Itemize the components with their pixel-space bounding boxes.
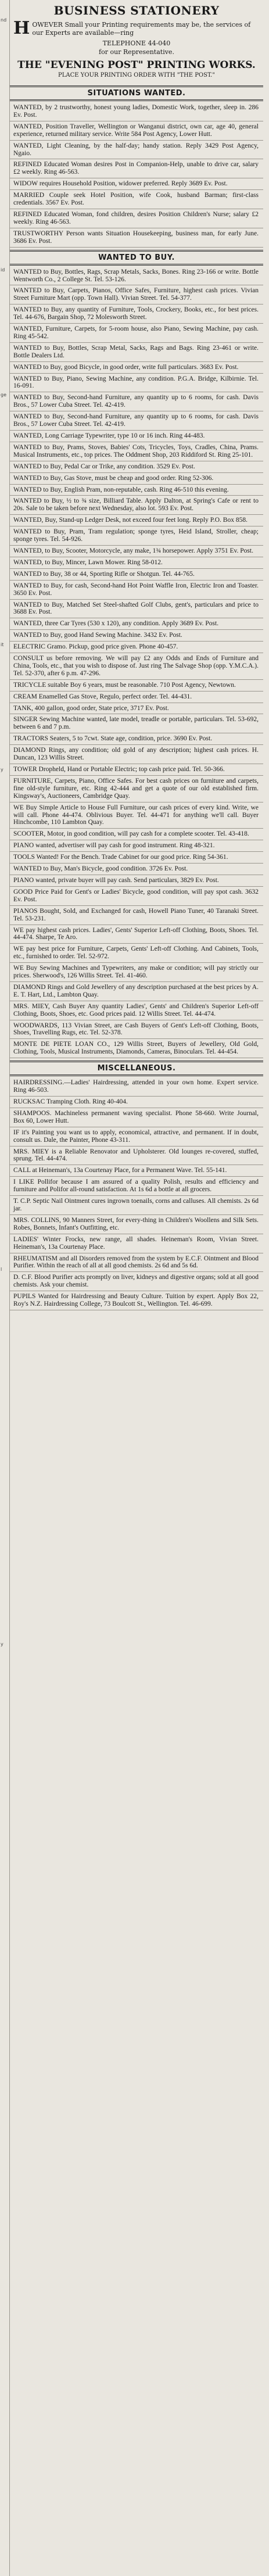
left-gutter-fragments xyxy=(0,0,8,2576)
classified-ad: WANTED, to Buy, Mincer, Lawn Mower. Ring 58-012. xyxy=(10,557,263,569)
classified-ad: WANTED, Buy, Stand-up Ledger Desk, not exceed four feet long. Reply P.O. Box 858. xyxy=(10,515,263,526)
business-stationery-ad xyxy=(10,0,263,83)
classified-ad: WE pay highest cash prices. Ladies', Gents' Superior Left-off Clothing, Boots, Shoes. Tel. 44-474. Sharpe, Te Aro. xyxy=(10,925,263,944)
representative-line: for our Representative. xyxy=(99,48,174,56)
telephone-line: TELEPHONE 44-040 xyxy=(102,40,171,47)
classified-ad: FURNITURE, Carpets, Piano, Office Safes. For best cash prices on furniture and carpets, fine old-style furniture, etc. Ring 42-444 and get a quote of our old established firm. Kingsway's, Auctioneers, Cambridge Quay. xyxy=(10,776,263,802)
classified-ad: WE Buy Simple Article to House Full Furniture, our cash prices of every kind. Write, we will call. Phone 44-474. Oblivious Buyer. Tel. 44-471 for anything we'll call. Buyer Hinchcombe, 110 Lambton Quay. xyxy=(10,802,263,829)
classified-ad: WANTED to Buy, Gas Stove, must be cheap and good order. Ring 52-306. xyxy=(10,473,263,485)
gutter-fragment: nd xyxy=(1,17,7,23)
classified-sections xyxy=(10,85,263,1310)
classified-ad: MRS. MIEY is a Reliable Renovator and Upholsterer. Old lounges re-covered, stuffed, sprung. Tel. 44-474. xyxy=(10,1147,263,1166)
classified-ad: CONSULT us before removing. We will pay £2 any Odds and Ends of Furniture and China, Tools, etc., that you wish to dispose of. Just ring The Salvage Shop (opp. Y.M.C.A.). Tel. 52-370, after 6 p.m. 47-296. xyxy=(10,653,263,680)
classified-ad: PIANO wanted, private buyer will pay cash. Send particulars, 3829 Ev. Post. xyxy=(10,875,263,887)
gutter-fragment: y xyxy=(1,1642,3,1647)
gutter-fragment: it xyxy=(1,642,4,647)
classified-ad: RHEUMATISM and all Disorders removed from the system by E.C.F. Ointment and Blood Purifier. Within the reach of all at all good chemists. 2s 6d and 5s 6d. xyxy=(10,1253,263,1273)
ad-title: BUSINESS STATIONERY xyxy=(53,3,220,17)
classified-ad: WE Buy Sewing Machines and Typewriters, any make or condition; will pay strictly our prices. Sherwood's, 126 Willis Street. Tel. 41-460. xyxy=(10,963,263,982)
classified-ad: WANTED to Buy, Pedal Car or Trike, any condition. 3529 Ev. Post. xyxy=(10,461,263,473)
classified-ad: REFINED Educated Woman desires Post in Companion-Help, unable to drive car, salary £2 weekly. Ring 46-563. xyxy=(10,159,263,178)
classified-ad: RUCKSAC Tramping Cloth. Ring 40-404. xyxy=(10,1097,263,1108)
classified-ad: IF it's Painting you want us to apply, economical, attractive, and permanent. If in doubt, consult us. Dale, the Painter, Phone 43-311. xyxy=(10,1127,263,1147)
classified-ad: TOOLS Wanted! For the Bench. Trade Cabinet for our good price. Ring 54-361. xyxy=(10,852,263,864)
classified-ad: SINGER Sewing Machine wanted, late model, treadle or portable, particulars. Tel. 53-692, between 6 and 7 p.m. xyxy=(10,714,263,733)
gutter-fragment: y xyxy=(1,767,3,772)
place-order-line: PLACE YOUR PRINTING ORDER WITH "THE POST." xyxy=(58,72,215,78)
section-heading: WANTED TO BUY. xyxy=(10,250,263,266)
classified-ad: WANTED to Buy, ½ to ¾ size, Billiard Table. Apply Dalton, at Spring's Cafe or rent to 20s. Sale to be taken before next Wednesday, also lot. 593 Ev. Post. xyxy=(10,496,263,515)
ad-body xyxy=(13,18,260,38)
gutter-fragment: id xyxy=(1,267,5,273)
classified-ad: WANTED to Buy, good Hand Sewing Machine. 3432 Ev. Post. xyxy=(10,630,263,642)
classified-ad: WANTED to Buy, Piano, Sewing Machine, any condition. P.G.A. Bridge, Kilbirnie. Tel. 16-091. xyxy=(10,374,263,393)
classified-ad: WANTED to Buy, any quantity of Furniture, Tools, Crockery, Books, etc., for best prices. Tel. 44-676, Bargain Shop, 72 Molesworth Street. xyxy=(10,304,263,324)
classified-ad: PIANOS Bought, Sold, and Exchanged for cash, Howell Piano Tuner, 40 Taranaki Street. Tel. 53-231. xyxy=(10,906,263,925)
classified-ad: WIDOW requires Household Position, widower preferred. Reply 3689 Ev. Post. xyxy=(10,178,263,190)
classified-ad: TANK, 400 gallon, good order, State price, 3717 Ev. Post. xyxy=(10,703,263,715)
section-heading: SITUATIONS WANTED. xyxy=(10,85,263,101)
classified-ad: WANTED to Buy, Second-hand Furniture, any quantity up to 6 rooms, for cash. Davis Bros., 57 Lower Cuba Street. Tel. 42-419. xyxy=(10,411,263,431)
classified-ad: WANTED, Furniture, Carpets, for 5-room house, also Piano, Sewing Machine, pay cash. Ring 45-542. xyxy=(10,324,263,343)
gutter-fragment: ge xyxy=(1,392,6,397)
classified-ad: DIAMOND Rings, any condition; old gold of any description; highest cash prices. H. Duncan, 123 Willis Street. xyxy=(10,745,263,764)
classified-ad: I LIKE Pollifor because I am assured of a quality Polish, results and efficiency and furniture and Polifor all-round satisfaction. At 1s 6d a bottle at all grocers. xyxy=(10,1177,263,1196)
classified-ad: SHAMPOOS. Machineless permanent waving specialist. Phone 58-660. Write Journal, Box 60, Lower Hutt. xyxy=(10,1108,263,1127)
classified-ad: MARRIED Couple seek Hotel Position, wife Cook, husband Barman; first-class credentials. 3567 Ev. Post. xyxy=(10,190,263,209)
classified-ad: CALL at Heineman's, 13a Courtenay Place, for a Permanent Wave. Tel. 55-141. xyxy=(10,1165,263,1177)
classified-ad: PUPILS Wanted for Hairdressing and Beauty Culture. Tuition by expert. Apply Box 22, Roy's N.Z. Hairdressing College, 73 Boulcott St., Wellington. Tel. 46-699. xyxy=(10,1291,263,1310)
classified-ad: WANTED, three Car Tyres (530 x 120), any condition. Apply 3689 Ev. Post. xyxy=(10,618,263,630)
classified-ad: SCOOTER, Motor, in good condition, will pay cash for a complete scooter. Tel. 43-418. xyxy=(10,829,263,840)
classified-ad: WANTED to Buy, Pram, Tram regulation; sponge tyres, Heid Island, Stroller, cheap; sponge tyres. Tel. 54-926. xyxy=(10,526,263,546)
classified-ad: WANTED to Buy, Man's Bicycle, good condition. 3726 Ev. Post. xyxy=(10,864,263,875)
classified-ad: TRUSTWORTHY Person wants Situation Housekeeping, business man, for early June. 3686 Ev. Post. xyxy=(10,228,263,248)
drop-cap: H xyxy=(13,18,30,38)
classified-ad: WANTED to Buy, Bottles, Rags, Scrap Metals, Sacks, Bones. Ring 23-166 or write. Bottle Wentworth Co., 2 College St. Tel. 53-126. xyxy=(10,267,263,286)
classified-ad: DIAMOND Rings and Gold Jewellery of any description purchased at the best prices by A. E. T. Hart, Ltd., Lambton Quay. xyxy=(10,982,263,1001)
classified-ad: MRS. MIEY, Cash Buyer Any quantity Ladies', Gents' and Children's Superior Left-off Clothing, Boots, Shoes, etc. Good prices paid. 12 Willis Street. Tel. 44-474. xyxy=(10,1001,263,1020)
ad-body-text: OWEVER Small your Printing requirements may be, the services of our Experts are available—ring xyxy=(32,21,251,37)
section-heading: MISCELLANEOUS. xyxy=(10,1061,263,1076)
classified-ad: WANTED to Buy, Matched Set Steel-shafted Golf Clubs, gent's, particulars and price to 3688 Ev. Post. xyxy=(10,600,263,619)
classified-ad: MONTE DE PIETE LOAN CO., 129 Willis Street, Buyers of Jewellery, Old Gold, Clothing, Tools, Musical Instruments, Diamonds, Cameras, Binoculars. Tel. 44-454. xyxy=(10,1039,263,1058)
classified-ad: GOOD Price Paid for Gent's or Ladies' Bicycle, good condition, will pay spot cash. 3632 Ev. Post. xyxy=(10,887,263,906)
classified-ad: D. C.F. Blood Purifier acts promptly on liver, kidneys and digestive organs; sold at all good chemists. Ask your chemist. xyxy=(10,1272,263,1291)
classified-ad: WANTED to Buy, Prams, Stoves, Babies' Cots, Tricycles, Toys, Cradles, China, Prams. Musical Instruments, etc., top prices. The Oddment Shop, 203 Riddiford St. Ring 25-101. xyxy=(10,442,263,461)
classified-ad: TRACTORS Seaters, 5 to 7cwt. State age, condition, price. 3690 Ev. Post. xyxy=(10,733,263,745)
classified-ad: PIANO wanted, advertiser will pay cash for good instrument. Ring 48-321. xyxy=(10,840,263,852)
classified-ad: TRICYCLE suitable Boy 6 years, must be reasonable. 710 Post Agency, Newtown. xyxy=(10,680,263,692)
classified-ad: ELECTRIC Gramo. Pickup, good price given. Phone 40-457. xyxy=(10,642,263,653)
classified-ad: WANTED to Buy, Carpets, Pianos, Office Safes, Furniture, highest cash prices. Vivian Street Furniture Mart (opp. Town Hall). Vivian Street. Tel. 54-377. xyxy=(10,285,263,304)
classified-ad: WANTED, Position Traveller, Wellington or Wanganui district, own car, age 40, general experience, returned military service. Write 584 Post Agency, Lower Hutt. xyxy=(10,121,263,141)
classified-ad: WANTED to Buy, Bottles, Scrap Metal, Sacks, Rags and Bags. Ring 23-461 or write. Bottle Dealers Ltd. xyxy=(10,343,263,362)
classified-ad: WANTED, Light Cleaning, by the half-day; handy station. Reply 3429 Post Agency, Ngaio. xyxy=(10,141,263,160)
classified-ad: TOWER Dropheld, Hand or Portable Electric; top cash price paid. Tel. 50-366. xyxy=(10,764,263,776)
classified-ad: WOODWARDS, 113 Vivian Street, are Cash Buyers of Gent's Left-off Clothing, Boots, Shoes, Travelling Rugs, etc. Tel. 52-378. xyxy=(10,1020,263,1040)
classified-ad: CREAM Enamelled Gas Stove, Regulo, perfect order. Tel. 44-431. xyxy=(10,692,263,703)
classified-ad: WANTED to Buy, English Pram, non-reputable, cash. Ring 46-510 this evening. xyxy=(10,485,263,496)
classified-ad: WANTED, by 2 trustworthy, honest young ladies, Domestic Work, together, sleep in. 286 Ev. Post. xyxy=(10,102,263,121)
classified-ad: WANTED to Buy, for cash, Second-hand Hot Point Waffle Iron, Electric Iron and Toaster. 3650 Ev. Post. xyxy=(10,581,263,600)
classified-ad: LADIES' Winter Frocks, new range, all shades. Heineman's Room, Vivian Street. Heineman's, 13a Courtenay Place. xyxy=(10,1234,263,1253)
printing-works-title: THE "EVENING POST" PRINTING WORKS. xyxy=(17,59,256,71)
classified-ad: MRS. COLLINS, 90 Manners Street, for every-thing in Children's Woollens and Silk Sets. Robes, Bonnets, Infant's Outfitting, etc. xyxy=(10,1215,263,1234)
classified-ad: WANTED, Long Carriage Typewriter, type 10 or 16 inch. Ring 44-483. xyxy=(10,431,263,442)
classified-ad: WANTED to Buy, 38 or 44, Sporting Rifle or Shotgun. Tel. 44-765. xyxy=(10,569,263,581)
classified-ad: REFINED Educated Woman, fond children, desires Position Children's Nurse; salary £2 weekly. Ring 46-563. xyxy=(10,209,263,228)
classified-ad: HAIRDRESSING.—Ladies' Hairdressing, attended in your own home. Expert service. Ring 46-503. xyxy=(10,1077,263,1097)
gutter-fragment: l xyxy=(1,1267,2,1272)
classified-ad: WANTED, to Buy, Scooter, Motorcycle, any make, 1¾ horsepower. Apply 3751 Ev. Post. xyxy=(10,546,263,557)
classified-ad: WANTED to Buy, good Bicycle, in good order, write full particulars. 3683 Ev. Post. xyxy=(10,362,263,374)
classified-ad: WANTED to Buy, Second-hand Furniture, any quantity up to 6 rooms, for cash. Davis Bros., 57 Lower Cuba Street. Tel. 42-419. xyxy=(10,392,263,411)
classified-ad: WE pay best price for Furniture, Carpets, Gents' Left-off Clothing. And Cabinets, Tools, etc., furnished to order. Tel. 52-972. xyxy=(10,944,263,963)
classified-ad: T. C.P. Septic Nail Ointment cures ingrown toenails, corns and calluses. All chemists. 2s 6d jar. xyxy=(10,1196,263,1215)
classifieds-column xyxy=(9,0,263,2576)
